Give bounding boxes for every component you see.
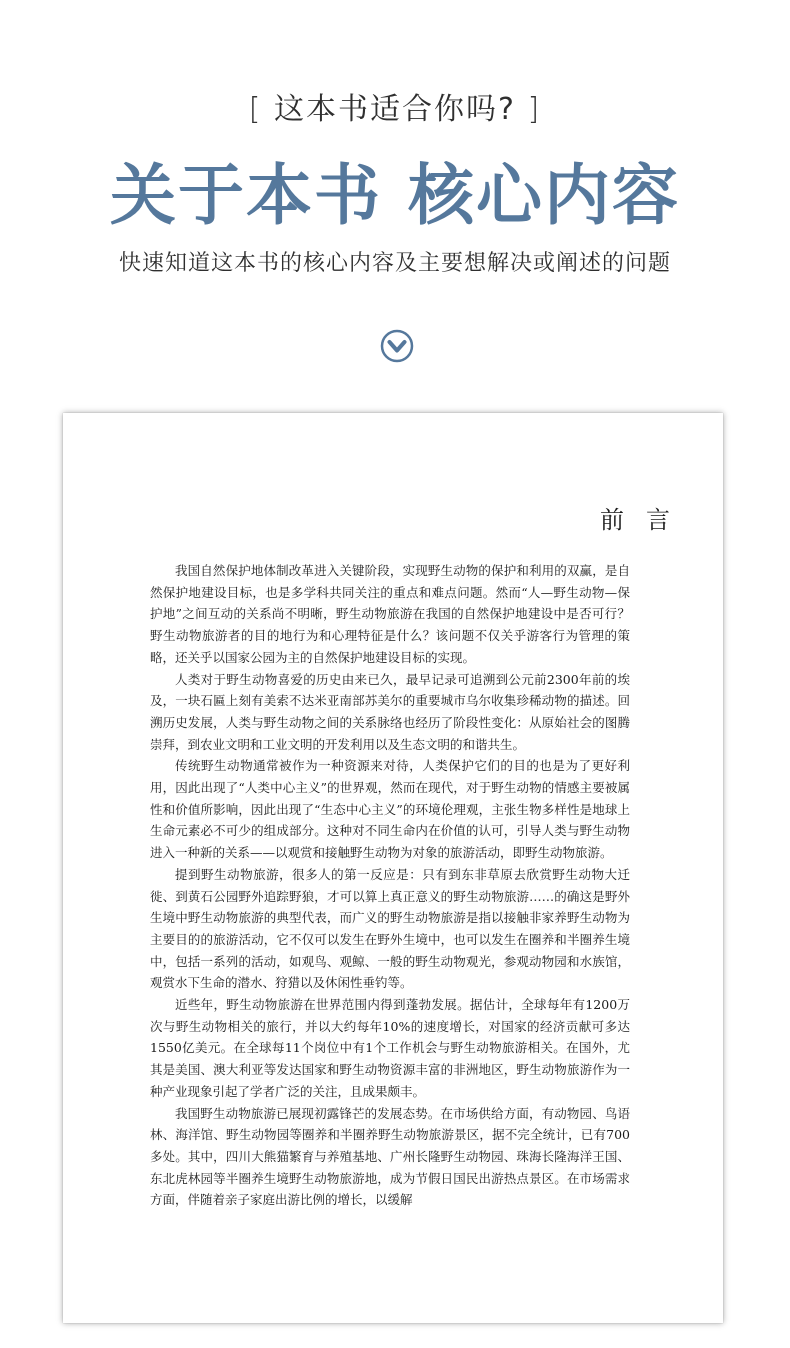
- header: [0, 0, 790, 400]
- preface-title: 前言: [600, 506, 692, 534]
- paragraph: 我国自然保护地体制改革进入关键阶段，实现野生动物的保护和利用的双赢，是自然保护地建设目标，也是多学科共同关注的重点和难点问题。然而“人—野生动物—保护地”之间互动的关系尚不明晰，野生动物旅游在我国的自然保护地建设中是否可行？野生动物旅游者的目的地行为和心理特征是什么？该问题不仅关乎游客行为管理的策略，还关乎以国家公园为主的自然保护地建设目标的实现。: [150, 563, 630, 665]
- chevron-down-circle-icon: [380, 329, 414, 363]
- book-fit-question: [0, 84, 790, 128]
- left-bracket: [: [248, 92, 263, 127]
- paragraph: 近些年，野生动物旅游在世界范围内得到蓬勃发展。据估计，全球每年有1200万次与野生动物相关的旅行，并以大约每年10%的速度增长，对国家的经济贡献可多达1550亿美元。在全球每11个岗位中有1个工作机会与野生动物旅游相关。在国外，尤其是美国、澳大利亚等发达国家和野生动物资源丰富的非洲地区，野生动物旅游作为一种产业现象引起了学者广泛的关注，且成果颇丰。: [150, 997, 630, 1099]
- paragraph: 人类对于野生动物喜爱的历史由来已久，最早记录可追溯到公元前2300年前的埃及，一块石匾上刻有美索不达米亚南部苏美尔的重要城市乌尔收集珍稀动物的描述。回溯历史发展，人类与野生动物之间的关系脉络也经历了阶段性变化：从原始社会的图腾崇拜，到农业文明和工业文明的开发利用以及生态文明的和谐共生。: [150, 671, 630, 752]
- question-text: 这本书适合你吗?: [274, 92, 516, 127]
- paragraph: 我国野生动物旅游已展现初露锋芒的发展态势。在市场供给方面，有动物园、鸟语林、海洋馆、野生动物园等圈养和半圈养野生动物旅游景区，据不完全统计，已有700多处。其中，四川大熊猫繁育与养殖基地、广州长隆野生动物园、珠海长隆海洋王国、东北虎林园等半圈养生境野生动物旅游地，成为节假日国民出游热点景区。在市场需求方面，伴随着亲子家庭出游比例的增长，以缓解: [150, 1105, 630, 1208]
- paragraph: 传统野生动物通常被作为一种资源来对待，人类保护它们的目的也是为了更好利用，因此出现了“人类中心主义”的世界观，然而在现代，对于野生动物的情感主要被属性和价值所影响，因此出现了“生态中心主义”的环境伦理观，主张生物多样性是地球上生命元素必不可少的组成部分。这种对不同生命内在价值的认可，引导人类与野生动物进入一种新的关系——以观赏和接触野生动物为对象的旅游活动，即野生动物旅游。: [150, 758, 630, 861]
- main-title-part1: 关于本书: [110, 156, 382, 234]
- preface-body: [150, 560, 630, 1211]
- description: 快速知道这本书的核心内容及主要想解决或阐述的问题: [118, 251, 671, 276]
- main-title-part2: 核心内容: [408, 156, 680, 234]
- paragraph: 提到野生动物旅游，很多人的第一反应是：只有到东非草原去欣赏野生动物大迁徙、到黄石公园野外追踪野狼，才可以算上真正意义的野生动物旅游……的确这是野外生境中野生动物旅游的典型代表，而广义的野生动物旅游是指以接触非家养野生动物为主要目的的旅游活动，它不仅可以发生在野外生境中，也可以发生在圈养和半圈养生境中，包括一系列的活动，如观鸟、观鲸、一般的野生动物观光，参观动物园和水族馆，观赏水下生命的潜水、狩猎以及休闲性垂钓等。: [150, 866, 630, 991]
- right-bracket: ]: [527, 92, 542, 127]
- main-title: [0, 142, 790, 237]
